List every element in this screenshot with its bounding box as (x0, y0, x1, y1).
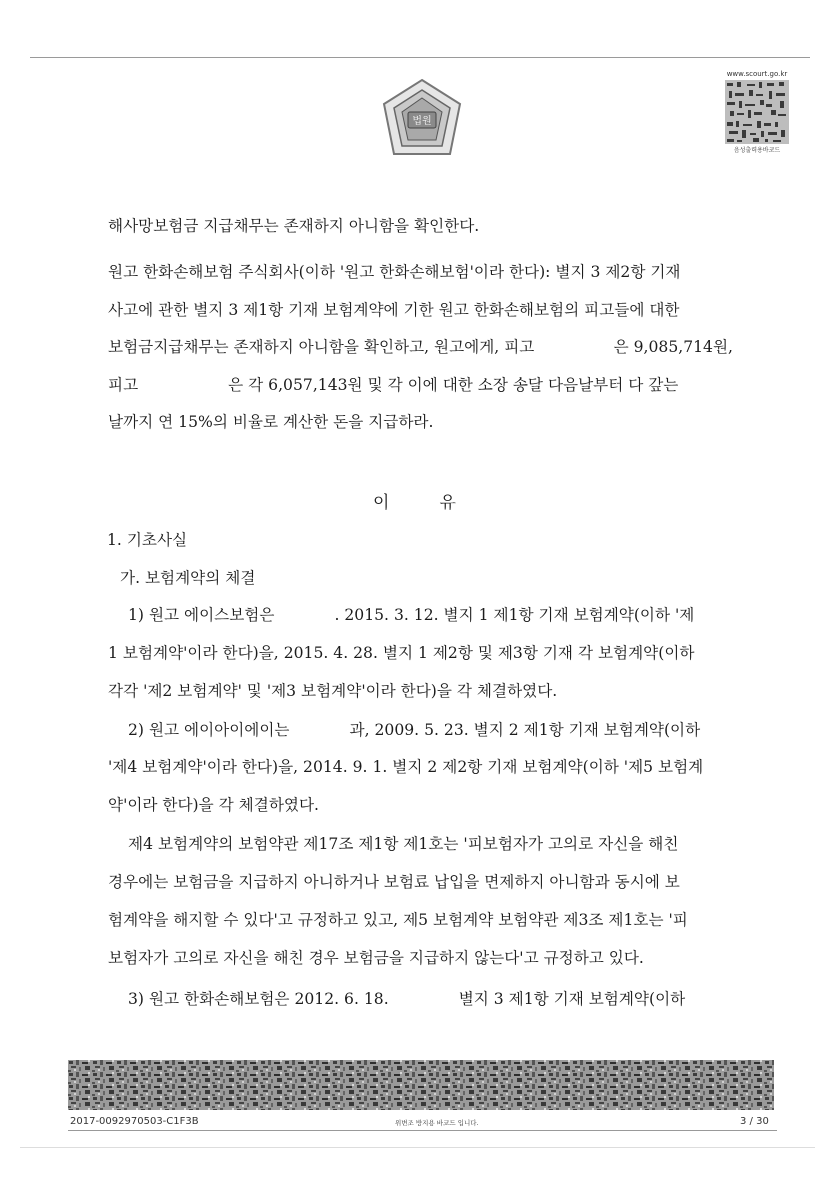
text-line: 1 보험계약'이라 한다)을, 2015. 4. 28. 별지 1 제2항 및 제3항 기재 각 보험계약(이하 (108, 644, 695, 662)
page-number: 3 / 30 (740, 1116, 769, 1127)
text-line: 각각 '제2 보험계약' 및 '제3 보험계약'이라 한다)을 각 체결하였다. (108, 682, 558, 700)
document-id: 2017-0092970503-C1F3B (70, 1116, 199, 1127)
text-line: 약'이라 한다)을 각 체결하였다. (108, 796, 319, 814)
text-segment (574, 337, 733, 357)
text-line (108, 375, 733, 395)
heading-char: 이 (373, 493, 390, 513)
text-line: 험계약을 해지할 수 있다'고 규정하고 있고, 제5 보험계약 보험약관 제3조 제1호는 '피 (108, 911, 688, 929)
footer-divider (68, 1130, 777, 1131)
text-line (128, 605, 733, 625)
text-line (128, 720, 733, 740)
bottom-margin-line (20, 1147, 815, 1148)
text-segment: 보험금지급채무는 존재하지 아니함을 확인하고, 원고에게, 피고 (108, 338, 535, 356)
text-segment: 2) 원고 에이아이에이는 (128, 721, 290, 739)
text-segment: 3) 원고 한화손해보험은 2012. 6. 18. (128, 990, 389, 1008)
text-line: 경우에는 보험금을 지급하지 아니하거나 보험료 납입을 면제하지 아니함과 동시에 보 (108, 873, 680, 891)
text-segment: 피고 (108, 376, 139, 394)
text-line: 해사망보험금 지급채무는 존재하지 아니함을 확인한다. (108, 217, 480, 235)
court-url: www.scourt.go.kr (726, 70, 788, 78)
text-line: 제4 보험계약의 보험약관 제17조 제1항 제1호는 '피보험자가 고의로 자신을 해친 (128, 835, 679, 853)
text-line: 보험자가 고의로 자신을 해친 경우 보험금을 지급하지 않는다'고 규정하고 있다. (108, 949, 644, 967)
text-segment-value: 은 9,085,714원, (613, 338, 733, 356)
text-line: 날까지 연 15%의 비율로 계산한 돈을 지급하라. (108, 413, 434, 431)
top-divider (30, 57, 810, 58)
qr-code-icon (725, 80, 789, 144)
text-segment: 별지 3 제1항 기재 보험계약(이하 (458, 990, 686, 1008)
text-line: '제4 보험계약'이라 한다)을, 2014. 9. 1. 별지 2 제2항 기재 보험계약(이하 '제5 보험계 (108, 758, 704, 776)
subsection-title: 가. 보험계약의 체결 (120, 569, 256, 587)
text-segment: . 2015. 3. 12. 별지 1 제1항 기재 보험계약(이하 '제 (334, 606, 695, 624)
text-line (108, 337, 733, 357)
text-segment: 은 각 6,057,143원 및 각 이에 대한 소장 송달 다음날부터 다 갚는 (228, 376, 679, 394)
text-line: 사고에 관한 별지 3 제1항 기재 보험계약에 기한 원고 한화손해보험의 피고들에 대한 (108, 301, 680, 319)
qr-caption: 음성출력용바코드 (733, 147, 781, 154)
verification-code-block (707, 70, 807, 156)
text-segment: 1) 원고 에이스보험은 (128, 606, 275, 624)
text-segment: 과, 2009. 5. 23. 별지 2 제1항 기재 보험계약(이하 (349, 721, 701, 739)
court-seal-icon (380, 78, 464, 158)
section-title: 1. 기초사실 (107, 531, 188, 549)
text-line: 원고 한화손해보험 주식회사(이하 '원고 한화손해보험'이라 한다): 별지 3 제2항 기재 (108, 263, 681, 281)
anti-forgery-barcode-icon (68, 1060, 774, 1110)
seal-text: 법원 (412, 116, 432, 127)
section-heading (373, 488, 506, 513)
text-line (128, 989, 733, 1009)
barcode-notice: 위변조 방지용 바코드 입니다. (395, 1119, 479, 1127)
heading-char: 유 (439, 493, 456, 513)
